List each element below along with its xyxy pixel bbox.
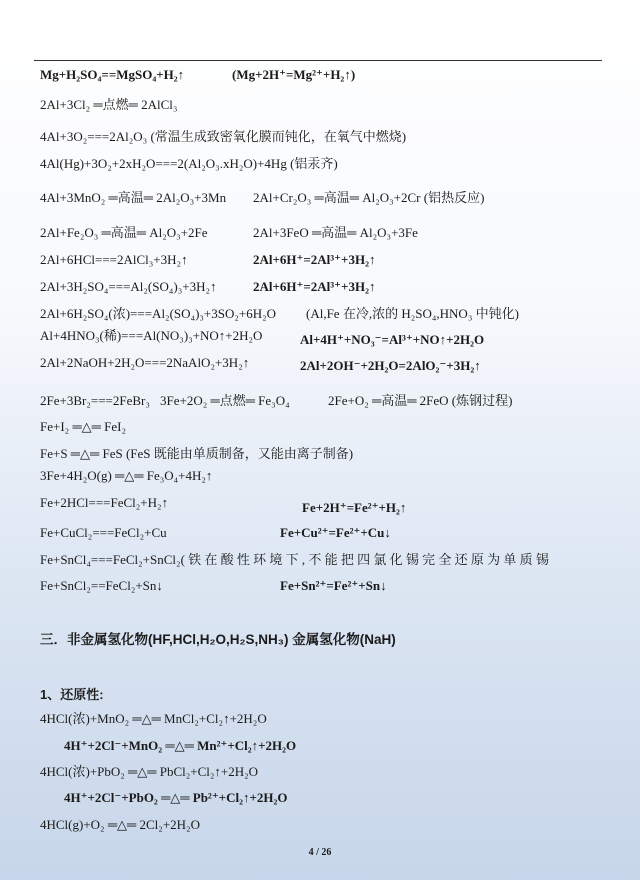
eq-al-o2: 4Al+3O₂===2Al₂O₃ (常温生成致密氧化膜而钝化，在氧气中燃烧) (40, 129, 407, 144)
eq-fe-h2o: 3Fe+4H₂O(g) ═△═ Fe₃O₄+4H₂↑ (40, 468, 213, 483)
eq-al-hno3: Al+4HNO₃(稀)===Al(NO₃)₃+NO↑+2H₂O (40, 328, 263, 343)
eq-fe-hcl: Fe+2HCl===FeCl₂+H₂↑ (40, 495, 169, 510)
eq-fe-o2-ignite: 3Fe+2O₂ ═点燃═ Fe₃O₄ (160, 393, 290, 408)
eq-fe-sncl2: Fe+SnCl₂==FeCl₂+Sn↓ (40, 578, 163, 593)
eq-al-hg: 4Al(Hg)+3O₂+2xH₂O===2(Al₂O₃.xH₂O)+4Hg (铝汞齐) (40, 156, 338, 171)
ionic-fe-hcl: Fe+2H⁺=Fe²⁺+H₂↑ (302, 500, 407, 515)
ionic-hcl-pbo2: 4H⁺+2Cl⁻+PbO₂ ═△═ Pb²⁺+Cl₂↑+2H₂O (64, 790, 288, 805)
ionic-mg: (Mg+2H⁺=Mg²⁺+H₂↑) (232, 67, 356, 82)
eq-al-mno2: 4Al+3MnO₂ ═高温═ 2Al₂O₃+3Mn (40, 190, 227, 205)
note-passivation: (Al,Fe 在冷,浓的 H₂SO₄,HNO₃ 中钝化) (306, 306, 519, 321)
eq-al-fe2o3: 2Al+Fe₂O₃ ═高温═ Al₂O₃+2Fe (40, 225, 208, 240)
subheading-reducibility: 1、还原性: (40, 687, 104, 702)
eq-hcl-pbo2: 4HCl(浓)+PbO₂ ═△═ PbCl₂+Cl₂↑+2H₂O (40, 764, 259, 779)
eq-hcl-o2: 4HCl(g)+O₂ ═△═ 2Cl₂+2H₂O (40, 817, 200, 832)
eq-fe-sncl4: Fe+SnCl₄===FeCl₂+SnCl₂( 铁 在 酸 性 环 境 下 , 不 能 把 四 氯 化 锡 完 全 还 原 为 单 质 锡 (40, 552, 549, 567)
section-heading-3: 三．非金属氢化物(HF,HCl,H₂O,H₂S,NH₃) 金属氢化物(NaH) (40, 632, 396, 647)
ionic-al-hcl: 2Al+6H⁺=2Al³⁺+3H₂↑ (253, 252, 376, 267)
eq-fe-cucl2: Fe+CuCl₂===FeCl₂+Cu (40, 525, 167, 540)
eq-fe-br2: 2Fe+3Br₂===2FeBr₃ (40, 393, 150, 408)
eq-al-cr2o3: 2Al+Cr₂O₃ ═高温═ Al₂O₃+2Cr (铝热反应) (253, 190, 485, 205)
eq-mg-h2so4: Mg+H₂SO₄==MgSO₄+H₂↑ (40, 67, 185, 82)
ionic-fe-sn: Fe+Sn²⁺=Fe²⁺+Sn↓ (280, 578, 387, 593)
eq-al-naoh: 2Al+2NaOH+2H₂O===2NaAlO₂+3H₂↑ (40, 355, 250, 370)
eq-fe-i2: Fe+I₂ ═△═ FeI₂ (40, 419, 126, 434)
eq-al-cl2: 2Al+3Cl₂ ═点燃═ 2AlCl₃ (40, 97, 178, 112)
page-number: 4 / 26 (308, 847, 332, 858)
eq-fe-s: Fe+S ═△═ FeS (FeS 既能由单质制备，又能由离子制备) (40, 446, 354, 461)
ionic-al-h2so4: 2Al+6H⁺=2Al³⁺+3H₂↑ (253, 279, 376, 294)
ionic-al-hno3: Al+4H⁺+NO₃⁻=Al³⁺+NO↑+2H₂O (300, 332, 485, 347)
ionic-al-naoh: 2Al+2OH⁻+2H₂O=2AlO₂⁻+3H₂↑ (300, 358, 481, 373)
eq-al-feo: 2Al+3FeO ═高温═ Al₂O₃+3Fe (253, 225, 418, 240)
ionic-hcl-mno2: 4H⁺+2Cl⁻+MnO₂ ═△═ Mn²⁺+Cl₂↑+2H₂O (64, 738, 297, 753)
eq-al-conc-h2so4: 2Al+6H₂SO₄(浓)===Al₂(SO₄)₃+3SO₂+6H₂O (40, 306, 277, 321)
ionic-fe-cu: Fe+Cu²⁺=Fe²⁺+Cu↓ (280, 525, 391, 540)
eq-hcl-mno2: 4HCl(浓)+MnO₂ ═△═ MnCl₂+Cl₂↑+2H₂O (40, 711, 267, 726)
eq-al-hcl: 2Al+6HCl===2AlCl₃+3H₂↑ (40, 252, 188, 267)
eq-al-h2so4: 2Al+3H₂SO₄===Al₂(SO₄)₃+3H₂↑ (40, 279, 217, 294)
top-rule (34, 60, 602, 61)
eq-fe-o2-high-temp: 2Fe+O₂ ═高温═ 2FeO (炼钢过程) (328, 393, 513, 408)
